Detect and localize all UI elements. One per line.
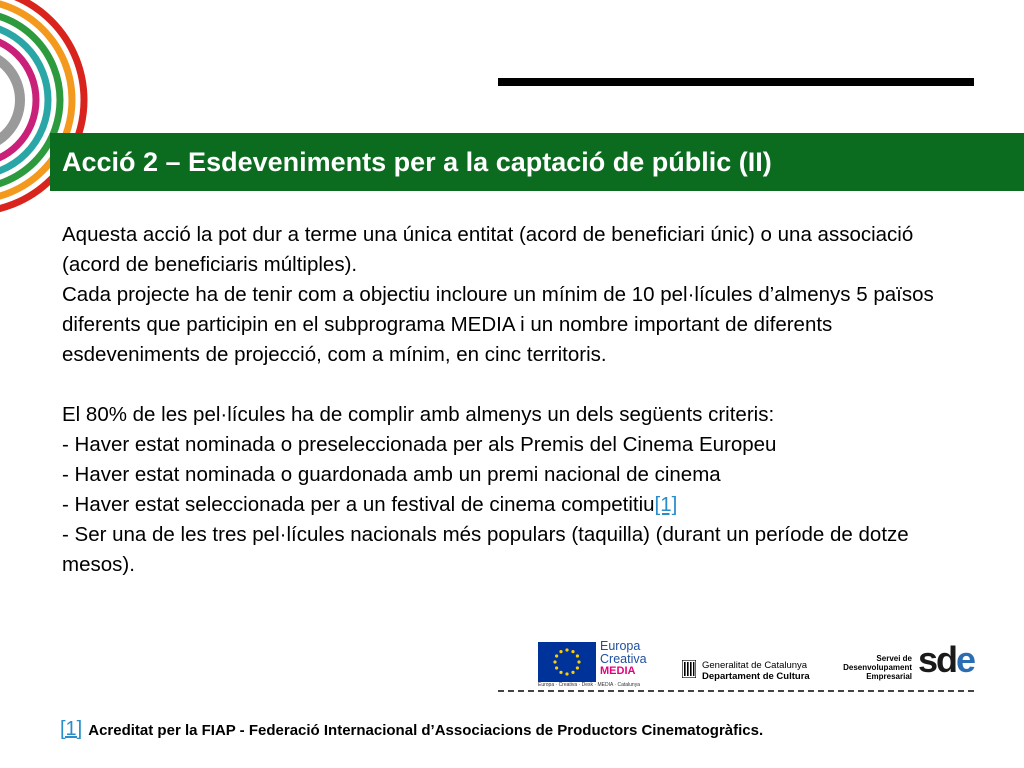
criterion-2: - Haver estat nominada o guardonada amb un premi nacional de cinema: [62, 463, 721, 486]
slide-title: Acció 2 – Esdeveniments per a la captació de públic (II): [50, 133, 1024, 191]
gen-line-2: Departament de Cultura: [702, 671, 810, 682]
criterion-4: - Ser una de les tres pel·lícules nacionals més populars (taquilla) (durant un període de dotze mesos).: [62, 523, 909, 576]
paragraph-2: Cada projecte ha de tenir com a objectiu incloure un mínim de 10 pel·lícules d’almenys 5 països diferents que participin en el subprograma MEDIA i un nombre important de diferents esdeveniments de projecció, com a mínim, en cinc territoris.: [62, 283, 934, 366]
generalitat-emblem-icon: [682, 660, 696, 678]
europa-creativa-wordmark: [600, 640, 647, 678]
generalitat-wordmark: [702, 660, 810, 682]
eu-line-1: Europa: [600, 639, 641, 653]
footnote-text: Acreditat per la FIAP - Federació Internacional d’Associacions de Productors Cinematogràfics.: [88, 722, 764, 739]
criterion-3-text: - Haver estat seleccionada per a un festival de cinema competitiu: [62, 493, 655, 516]
eu-flag-icon: [538, 642, 596, 682]
eu-line-3: MEDIA: [600, 665, 636, 677]
eu-stars-icon: [538, 642, 596, 682]
sponsor-logos: [538, 640, 974, 688]
sde-line-3: Empresarial: [866, 672, 912, 681]
top-rule: [498, 78, 974, 86]
sde-caption: [838, 654, 912, 681]
sde-line-2: Desenvolupament: [843, 663, 912, 672]
footnote: [60, 718, 763, 741]
criterion-1: - Haver estat nominada o preseleccionada per als Premis del Cinema Europeu: [62, 433, 777, 456]
sde-letter-d: d: [936, 639, 957, 680]
paragraph-gap: [62, 370, 972, 400]
paragraph-1: Aquesta acció la pot dur a terme una única entitat (acord de beneficiari únic) o una associació (acord de beneficiaris múltiples).: [62, 223, 914, 276]
sde-line-1: Servei de: [876, 654, 912, 663]
footnote-ref-link[interactable]: [1]: [654, 493, 678, 516]
sde-letter-e: e: [956, 639, 975, 680]
criteria-intro: El 80% de les pel·lícules ha de complir amb almenys un dels següents criteris:: [62, 403, 775, 426]
gen-line-1: Generalitat de Catalunya: [702, 660, 808, 671]
sde-logo: [918, 640, 974, 680]
body-text: [62, 220, 972, 580]
arc-grey: [0, 52, 20, 148]
eu-subcaption: Europa · Creativa · Desk · MEDIA · Catalunya: [538, 682, 640, 688]
footnote-separator: [498, 690, 974, 692]
decorative-arcs-logo: [0, 0, 90, 230]
criterion-3: [62, 490, 972, 520]
eu-line-2: Creativa: [600, 651, 647, 666]
footnote-anchor-link[interactable]: [1]: [60, 718, 83, 740]
sde-letter-s: s: [918, 639, 937, 680]
